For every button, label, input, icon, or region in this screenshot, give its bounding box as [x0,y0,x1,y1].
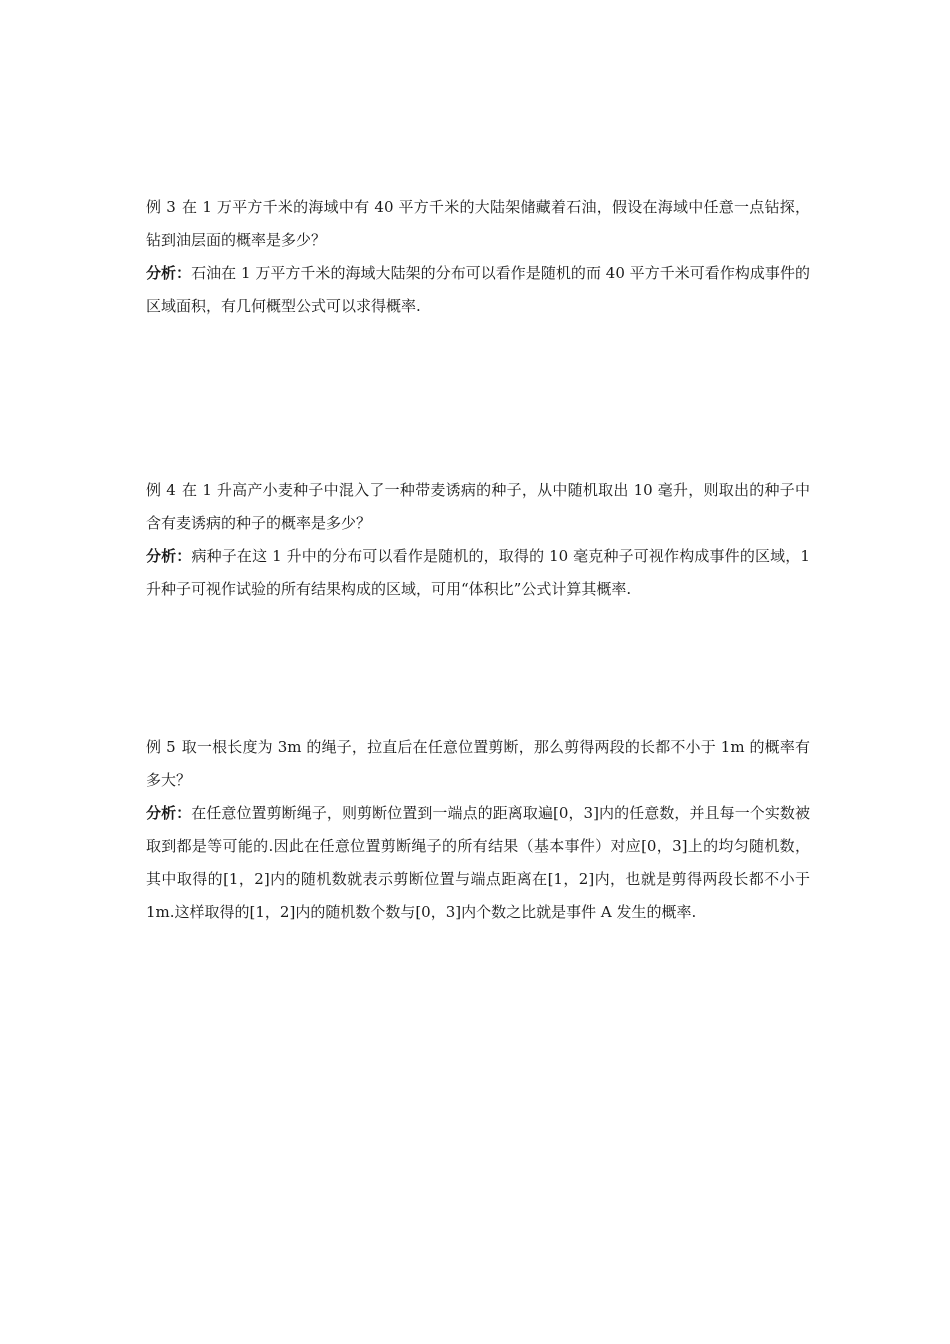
example-4 [146,474,810,606]
example-3 [146,191,810,323]
analysis-label: 分析： [146,804,192,822]
analysis-text: 病种子在这 1 升中的分布可以看作是随机的，取得的 10 毫克种子可视作构成事件的区域，1 升种子可视作试验的所有结果构成的区域，可用“体积比”公式计算其概率. [146,547,810,598]
example-question [146,731,810,797]
example-label: 例 4 [146,481,176,499]
question-text: 取一根长度为 3m 的绳子，拉直后在任意位置剪断，那么剪得两段的长都不小于 1m 的概率有多大？ [146,738,810,789]
example-analysis [146,540,810,606]
example-analysis [146,797,810,929]
example-analysis [146,257,810,323]
example-question [146,474,810,540]
analysis-label: 分析： [146,547,192,565]
example-label: 例 3 [146,198,176,216]
analysis-label: 分析： [146,264,192,282]
example-5 [146,731,810,929]
analysis-text: 在任意位置剪断绳子，则剪断位置到一端点的距离取遍[0，3]内的任意数，并且每一个实数被取到都是等可能的.因此在任意位置剪断绳子的所有结果（基本事件）对应[0，3]上的均匀随机数，其中取得的[1，2]内的随机数就表示剪断位置与端点距离在[1，2]内，也就是剪得两段长都不小于 1m.这样取得的[1，2]内的随机数个数与[0，3]内个数之比就是事件 A 发生的概率. [146,804,810,921]
question-text: 在 1 万平方千米的海域中有 40 平方千米的大陆架储藏着石油，假设在海域中任意一点钻探，钻到油层面的概率是多少？ [146,198,810,249]
analysis-text: 石油在 1 万平方千米的海域大陆架的分布可以看作是随机的而 40 平方千米可看作构成事件的区域面积，有几何概型公式可以求得概率. [146,264,810,315]
example-label: 例 5 [146,738,176,756]
example-question [146,191,810,257]
question-text: 在 1 升高产小麦种子中混入了一种带麦诱病的种子，从中随机取出 10 毫升，则取出的种子中含有麦诱病的种子的概率是多少？ [146,481,810,532]
